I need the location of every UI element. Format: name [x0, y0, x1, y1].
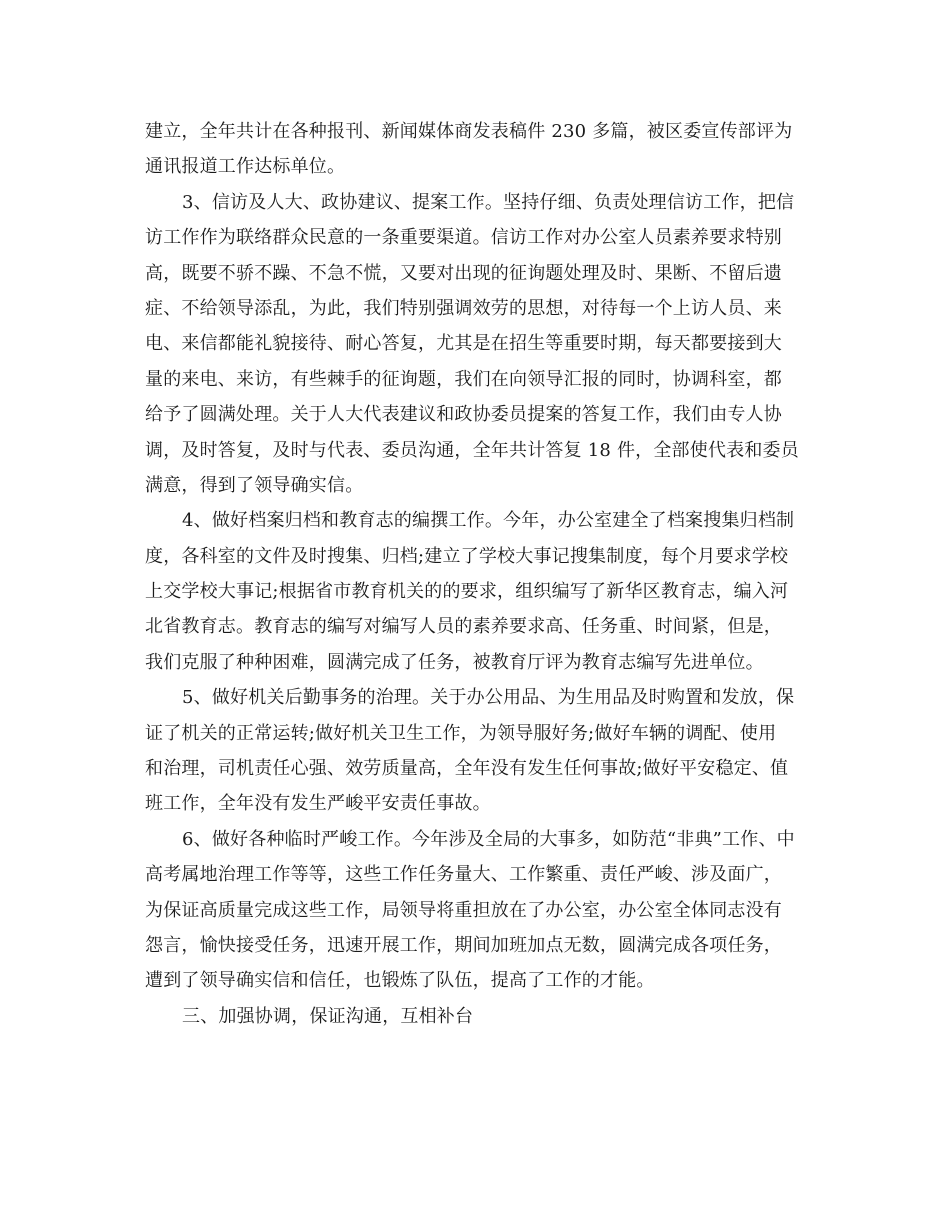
text-line: 6、做好各种临时严峻工作。今年涉及全局的大事多，如防范“非典”工作、中 [182, 828, 795, 850]
text-line: 满意，得到了领导确实信。 [145, 474, 364, 496]
text-line: 症、不给领导添乱，为此，我们特别强调效劳的思想，对待每一个上访人员、来 [145, 297, 782, 319]
text-line: 三、加强协调，保证沟通，互相补台 [182, 1005, 474, 1027]
text-line: 5、做好机关后勤事务的治理。关于办公用品、为生用品及时购置和发放，保 [182, 687, 795, 709]
document-body [145, 114, 815, 1034]
text-line: 我们克服了种种困难，圆满完成了任务，被教育厅评为教育志编写先进单位。 [145, 651, 764, 673]
text-line: 访工作作为联络群众民意的一条重要渠道。信访工作对办公室人员素养要求特别 [145, 227, 782, 249]
text-line: 给予了圆满处理。关于人大代表建议和政协委员提案的答复工作，我们由专人协 [145, 404, 782, 426]
text-line: 班工作，全年没有发生严峻平安责任事故。 [145, 793, 491, 815]
text-line: 北省教育志。教育志的编写对编写人员的素养要求高、任务重、时间紧，但是， [145, 616, 782, 638]
text-line: 电、来信都能礼貌接待、耐心答复，尤其是在招生等重要时期，每天都要接到大 [145, 333, 782, 355]
text-line: 量的来电、来访，有些棘手的征询题，我们在向领导汇报的同时，协调科室，都 [145, 368, 782, 390]
text-line: 为保证高质量完成这些工作，局领导将重担放在了办公室，办公室全体同志没有 [145, 899, 782, 921]
text-line: 通讯报道工作达标单位。 [145, 156, 346, 178]
text-line: 高，既要不骄不躁、不急不慌，又要对出现的征询题处理及时、果断、不留后遗 [145, 262, 782, 284]
text-line: 和治理，司机责任心强、效劳质量高，全年没有发生任何事故;做好平安稳定、值 [145, 758, 789, 780]
text-line: 调，及时答复，及时与代表、委员沟通，全年共计答复 18 件，全部使代表和委员 [145, 439, 799, 461]
text-line: 3、信访及人大、政协建议、提案工作。坚持仔细、负责处理信访工作，把信 [182, 191, 795, 213]
text-line: 遭到了领导确实信和信任，也锻炼了队伍，提高了工作的才能。 [145, 970, 655, 992]
text-line: 上交学校大事记;根据省市教育机关的的要求，组织编写了新华区教育志，编入河 [145, 581, 789, 603]
text-line: 度，各科室的文件及时搜集、归档;建立了学校大事记搜集制度，每个月要求学校 [145, 545, 789, 567]
text-line: 建立，全年共计在各种报刊、新闻媒体商发表稿件 230 多篇，被区委宣传部评为 [145, 121, 793, 142]
text-line: 怨言，愉快接受任务，迅速开展工作，期间加班加点无数，圆满完成各项任务， [145, 934, 782, 956]
text-line: 证了机关的正常运转;做好机关卫生工作，为领导服好务;做好车辆的调配、使用 [145, 722, 777, 744]
text-line: 高考属地治理工作等等，这些工作任务量大、工作繁重、责任严峻、涉及面广， [145, 864, 782, 886]
text-line: 4、做好档案归档和教育志的编撰工作。今年，办公室建全了档案搜集归档制 [182, 510, 795, 532]
